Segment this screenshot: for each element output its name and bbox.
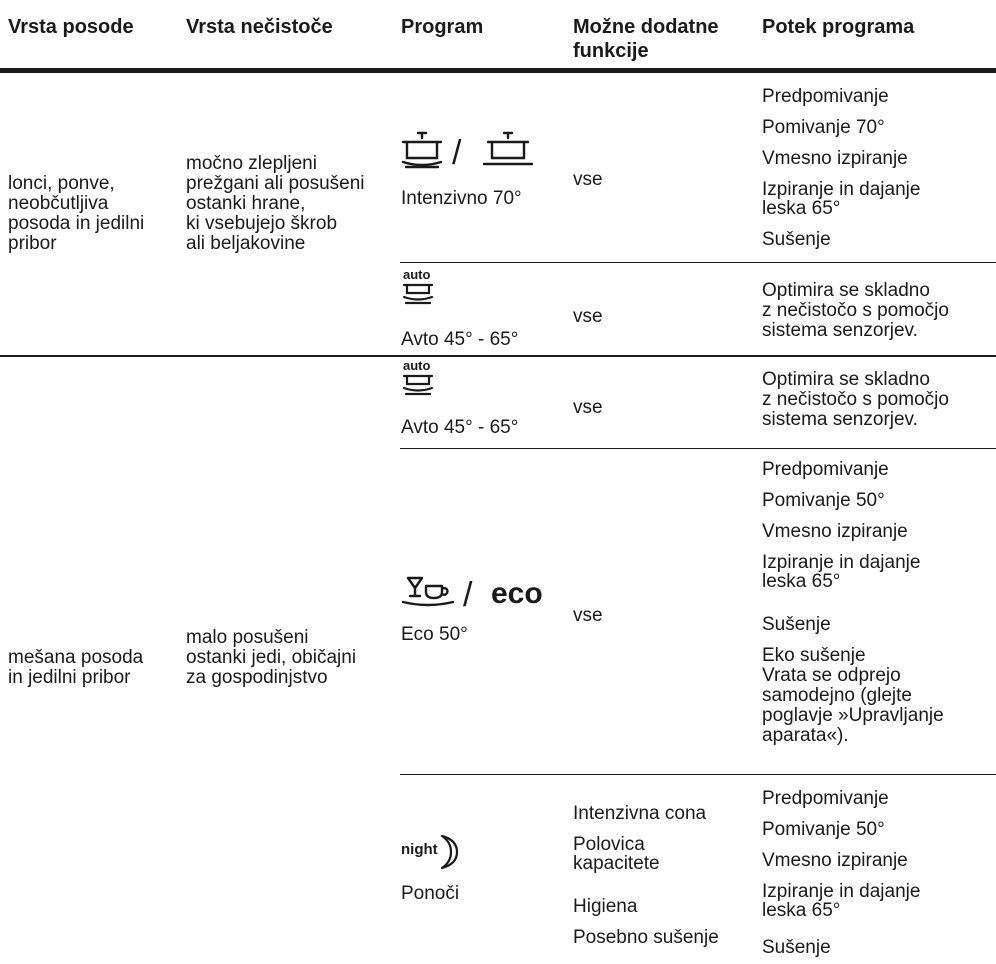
header-program: Program: [401, 16, 484, 38]
dodatne-item: Higiena: [573, 896, 638, 917]
header-potek: Potek programa: [762, 16, 915, 38]
dodatne-item: kapacitete: [573, 853, 660, 874]
potek-step: Vmesno izpiranje: [762, 148, 908, 169]
group1-posoda: [8, 174, 144, 254]
group1-necistoca-line: močno zlepljeni: [186, 153, 317, 174]
group2-necistoca-line: ostanki jedi, običajni: [186, 647, 357, 668]
header-rule: [0, 68, 996, 73]
potek-line: Vrata se odprejo: [762, 665, 901, 686]
group1-necistoca-line: ali beljakovine: [186, 233, 306, 254]
potek-line: z nečistočo s pomočjo: [762, 300, 949, 321]
header-vrsta-posode: Vrsta posode: [8, 16, 134, 38]
auto-program-icon: [401, 282, 435, 306]
potek-step: leska 65°: [762, 198, 841, 219]
row-divider: [400, 262, 996, 263]
potek-step: Sušenje: [762, 937, 831, 958]
group1-necistoca-line: prežgani ali posušeni: [186, 173, 365, 194]
potek-step: Pomivanje 70°: [762, 117, 885, 138]
potek-step: Pomivanje 50°: [762, 819, 885, 840]
program-slash: /: [452, 134, 462, 172]
moon-icon: [439, 832, 461, 872]
dodatne-eco: vse: [573, 605, 603, 626]
potek-line: z nečistočo s pomočjo: [762, 389, 949, 410]
potek-line: aparata«).: [762, 725, 849, 746]
group2-posoda-line: mešana posoda: [8, 647, 144, 668]
potek-step: Sušenje: [762, 229, 831, 250]
group2-posoda-line: in jedilni pribor: [8, 667, 131, 688]
dodatne-avto: vse: [573, 306, 603, 327]
group1-posoda-line: lonci, ponve,: [8, 173, 115, 194]
group2-necistoca: [186, 628, 356, 688]
auto-label: auto: [403, 267, 431, 282]
potek-line: poglavje »Upravljanje: [762, 705, 944, 726]
header-dodatne-line1: Možne dodatne: [573, 16, 719, 38]
row-divider: [400, 774, 996, 775]
group1-posoda-line: neobčutljiva: [8, 193, 109, 214]
group2-posoda: [8, 648, 143, 688]
potek-step: Sušenje: [762, 614, 831, 635]
dodatne-intenzivno: vse: [573, 169, 603, 190]
potek-step: Predpomivanje: [762, 459, 889, 480]
potek-step: Izpiranje in dajanje: [762, 552, 921, 573]
potek-line: sistema senzorjev.: [762, 320, 918, 341]
potek-step: Izpiranje in dajanje: [762, 179, 921, 200]
potek-step: Predpomivanje: [762, 86, 889, 107]
potek-step: Predpomivanje: [762, 788, 889, 809]
dodatne-item: Intenzivna cona: [573, 803, 707, 824]
row-divider: [400, 448, 996, 449]
auto-label: auto: [403, 358, 431, 373]
potek-line: Eko sušenje: [762, 645, 866, 666]
potek-step: Vmesno izpiranje: [762, 850, 908, 871]
program-slash: /: [463, 576, 473, 614]
pot-intensive-alt-icon: [482, 130, 534, 172]
potek-line: sistema senzorjev.: [762, 409, 918, 430]
program-ponoci: Ponoči: [401, 883, 460, 904]
potek-step: Pomivanje 50°: [762, 490, 885, 511]
group2-necistoca-line: za gospodinjstvo: [186, 667, 328, 688]
program-avto: Avto 45° - 65°: [401, 417, 519, 438]
group1-posoda-line: posoda in jedilni: [8, 213, 145, 234]
group1-necistoca-line: ostanki hrane,: [186, 193, 306, 214]
potek-line: Optimira se skladno: [762, 280, 930, 301]
potek-line: Optimira se skladno: [762, 369, 930, 390]
dodatne-item: Posebno sušenje: [573, 927, 719, 948]
group1-necistoca-line: ki vsebujejo škrob: [186, 213, 338, 234]
potek-avto: [762, 281, 949, 341]
program-avto: Avto 45° - 65°: [401, 329, 519, 350]
potek-line: samodejno (glejte: [762, 685, 912, 706]
group2-necistoca-line: malo posušeni: [186, 627, 309, 648]
night-label: night: [401, 841, 438, 858]
dodatne-item: Polovica: [573, 834, 645, 855]
header-dodatne-line2: funkcije: [573, 40, 649, 62]
glass-cup-eco-icon: [400, 574, 456, 614]
potek-step: leska 65°: [762, 571, 841, 592]
header-vrsta-necistoce: Vrsta nečistoče: [186, 16, 333, 38]
program-eco: Eco 50°: [401, 624, 468, 645]
auto-program-icon: [401, 373, 435, 397]
dodatne-avto: vse: [573, 397, 603, 418]
potek-step: leska 65°: [762, 900, 841, 921]
group1-posoda-line: pribor: [8, 233, 57, 254]
potek-avto: [762, 370, 949, 430]
eco-label: eco: [491, 577, 543, 610]
group1-necistoca: [186, 154, 365, 254]
pot-intensive-icon: [400, 130, 444, 172]
potek-step: Vmesno izpiranje: [762, 521, 908, 542]
potek-step: Izpiranje in dajanje: [762, 881, 921, 902]
group-divider: [0, 355, 996, 357]
program-intenzivno: Intenzivno 70°: [401, 188, 522, 209]
potek-eko-susenje: [762, 646, 944, 746]
